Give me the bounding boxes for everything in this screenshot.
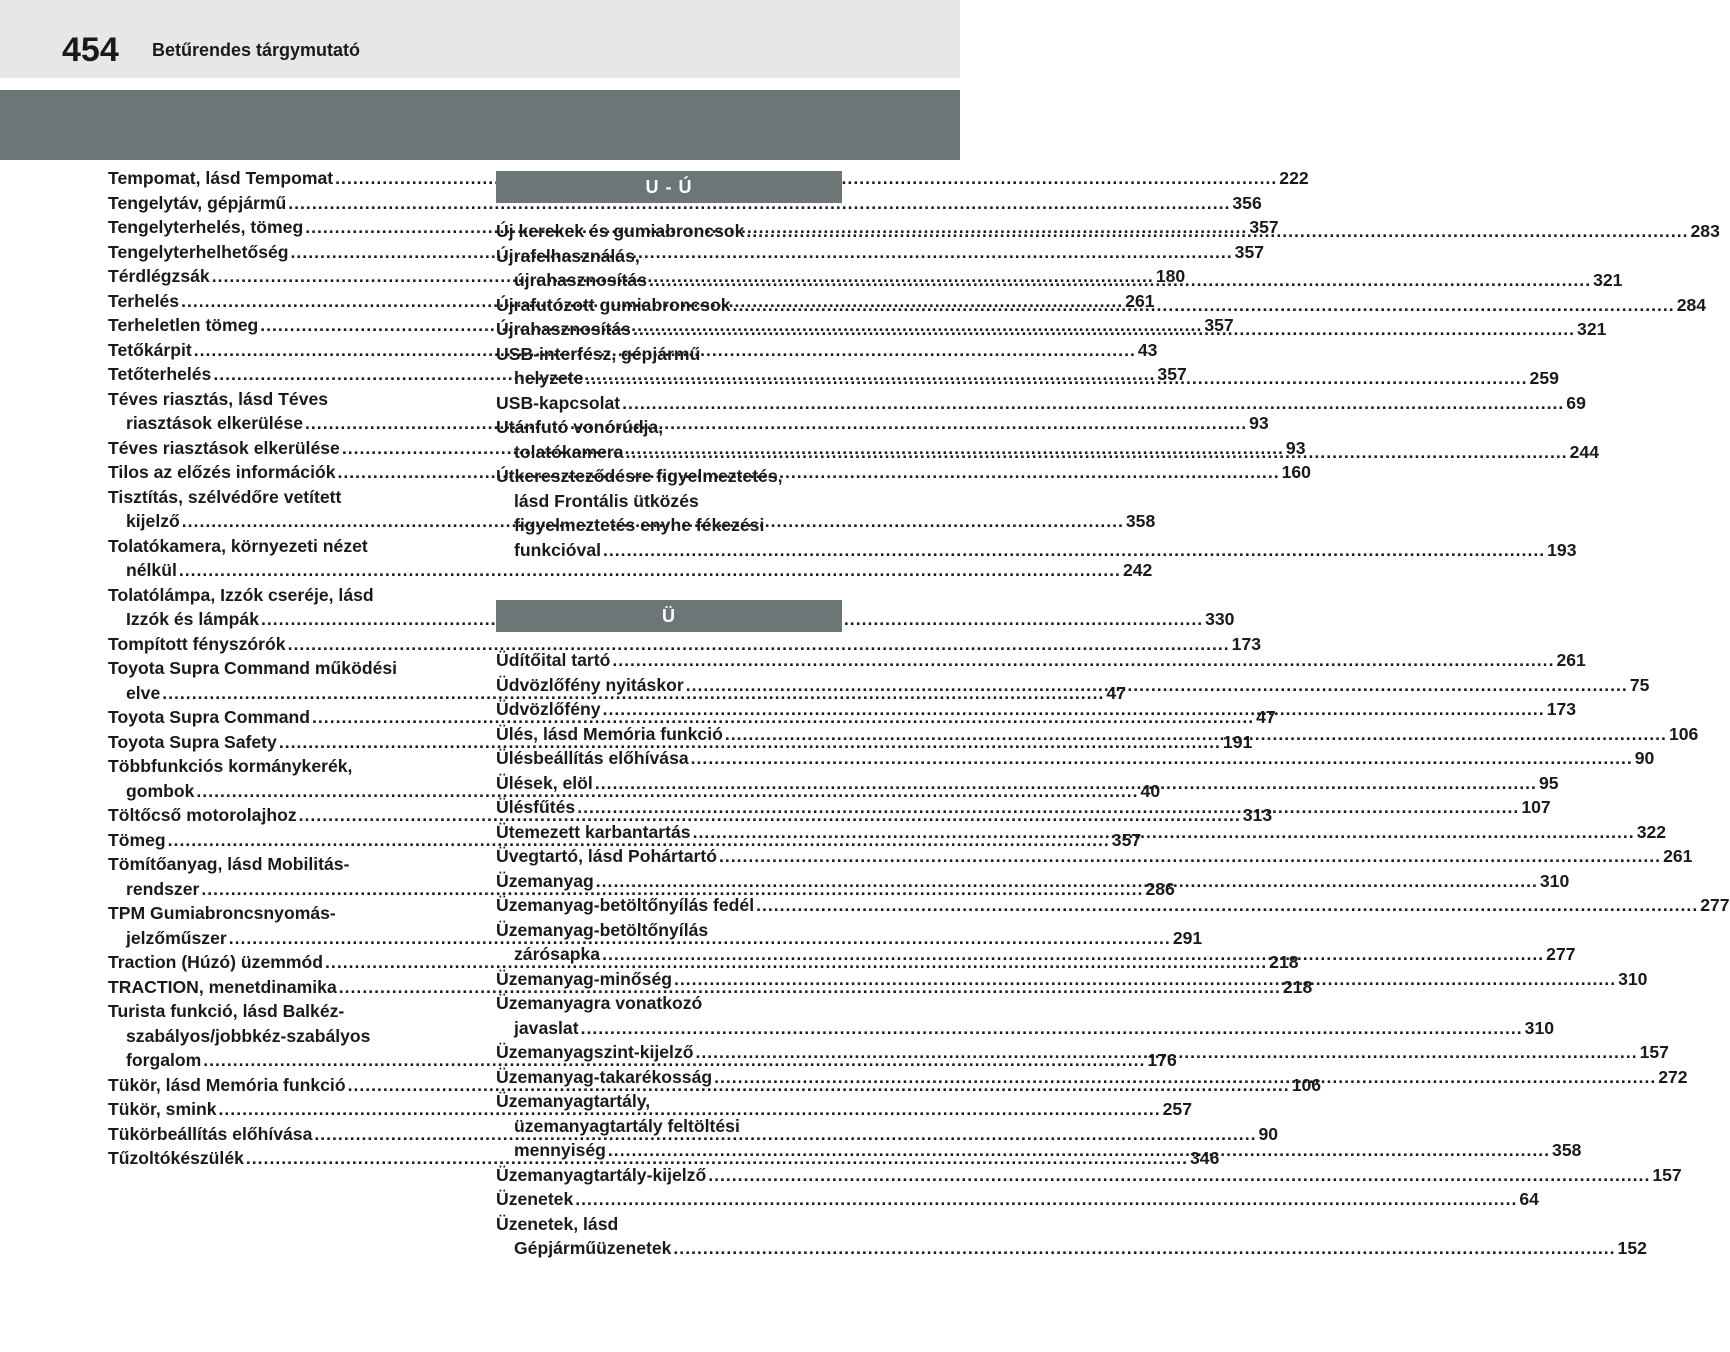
entry-text: Tisztítás, szélvédőre vetített	[108, 486, 342, 507]
page-reference: 310	[1539, 870, 1570, 891]
entry-text: Tömítőanyag, lásd Mobilitás-	[108, 854, 350, 874]
entry-text: Üzemanyag-betöltőnyílás	[496, 919, 709, 940]
page-reference: 330	[1205, 609, 1235, 629]
entry-text: újrahasznosítás	[514, 270, 647, 290]
index-entry	[496, 746, 1655, 771]
entry-text: elve	[126, 682, 161, 703]
dot-leader	[719, 846, 1661, 866]
entry-text: Toyota Supra Safety	[108, 731, 277, 752]
entry-text: Üzemanyag	[496, 870, 594, 891]
dot-leader	[673, 1238, 1615, 1258]
index-entry	[496, 391, 1586, 416]
dot-leader	[612, 650, 1554, 670]
entry-text: Tengelyterhelhetőség	[108, 241, 289, 262]
dot-leader	[674, 969, 1616, 989]
page-reference: 218	[1282, 976, 1313, 997]
entry-text: lásd Frontális ütközés	[514, 490, 699, 511]
dot-leader	[746, 221, 1688, 241]
entry-text: tolatókamera	[514, 441, 624, 462]
page-reference: 310	[1618, 968, 1648, 989]
entry-text: Téves riasztás, lásd Téves	[108, 388, 329, 409]
entry-text: USB-interfész, gépjármű	[496, 343, 701, 364]
page-reference: 356	[1232, 192, 1262, 213]
page-reference: 173	[1231, 633, 1262, 654]
page-reference: 40	[1140, 780, 1161, 801]
page-reference: 261	[1556, 650, 1586, 670]
page-reference: 242	[1122, 560, 1153, 580]
dot-leader	[585, 368, 1527, 388]
entry-text: Tengelyterhelés, tömeg	[108, 217, 304, 237]
page-reference: 43	[1137, 339, 1158, 360]
index-entry	[496, 648, 1586, 673]
page-reference: 283	[1690, 221, 1720, 241]
page-reference: 310	[1524, 1017, 1555, 1038]
entry-text: Üzemanyagtartály,	[496, 1091, 651, 1111]
index-entry	[496, 1187, 1539, 1212]
dot-leader	[756, 895, 1698, 915]
page-reference: 69	[1566, 392, 1586, 413]
index-entry	[108, 583, 1235, 632]
page-reference: 218	[1269, 952, 1299, 972]
entry-text: jelzőműszer	[126, 927, 227, 948]
entry-text: kijelző	[126, 511, 180, 531]
page-reference: 93	[1249, 413, 1269, 433]
page-reference: 358	[1552, 1140, 1582, 1160]
entry-text: USB-kapcsolat	[496, 392, 621, 413]
entry-text: mennyiség	[514, 1140, 606, 1160]
dot-leader	[603, 699, 1545, 719]
dot-leader	[602, 944, 1544, 964]
page-reference: 191	[1222, 731, 1253, 752]
page-reference: 107	[1521, 797, 1551, 817]
entry-text: Üdvözlőfény nyitáskor	[496, 674, 684, 695]
index-entry	[108, 632, 1262, 657]
entry-text: Üzemanyagtartály-kijelző	[496, 1164, 707, 1185]
entry-text: TPM Gumiabroncsnyomás-	[108, 903, 336, 923]
entry-text: Tükör, smink	[108, 1099, 217, 1119]
dot-leader	[686, 675, 1628, 695]
header-band	[0, 90, 960, 160]
entry-text: gombok	[126, 780, 195, 801]
entry-text: Üzenetek, lásd	[496, 1213, 619, 1234]
entry-text: Utánfutó vonórúdja,	[496, 417, 664, 437]
entry-text: Tolatókamera, környezeti nézet	[108, 535, 368, 556]
page-reference: 357	[1204, 315, 1234, 335]
entry-text: Terhelés	[108, 290, 180, 311]
dot-leader	[725, 724, 1667, 744]
entry-text: Tengelytáv, gépjármű	[108, 192, 287, 213]
page-reference: 193	[1547, 539, 1577, 560]
page-reference: 358	[1125, 511, 1156, 531]
entry-text: Üzemanyagszint-kijelző	[496, 1042, 694, 1062]
entry-text: Ülések, elöl	[496, 772, 593, 793]
entry-text: Üzemanyag-minőség	[496, 968, 672, 989]
page-reference: 75	[1629, 674, 1650, 695]
dot-leader	[595, 773, 1537, 793]
entry-text: Toyota Supra Command működési	[108, 658, 398, 678]
page-reference: 321	[1577, 319, 1607, 339]
entry-text: helyzete	[514, 368, 584, 388]
section-header-u-umlaut: Ü	[496, 600, 842, 632]
page-reference: 346	[1190, 1148, 1220, 1168]
page-reference: 93	[1285, 437, 1306, 458]
entry-text: Újrahasznosítás	[496, 319, 631, 339]
page-reference: 277	[1700, 895, 1730, 915]
dot-leader	[603, 540, 1545, 560]
entry-text: Új kerekek és gumiabroncsok	[496, 221, 745, 241]
entry-text: Terheletlen tömeg	[108, 315, 259, 335]
page-reference: 357	[1157, 364, 1187, 384]
entry-text: forgalom	[126, 1050, 202, 1070]
page-reference: 157	[1652, 1164, 1682, 1185]
entry-text: Üdvözlőfény	[496, 699, 601, 719]
dot-leader	[691, 748, 1633, 768]
index-entry	[108, 191, 1262, 216]
entry-text: Ülés, lásd Memória funkció	[496, 723, 723, 744]
entry-text: Traction (Húzó) üzemmód	[108, 952, 324, 972]
dot-leader	[608, 1140, 1550, 1160]
entry-text: üzemanyagtartály feltöltési	[514, 1115, 740, 1136]
entry-text: szabályos/jobbkéz-szabályos	[126, 1025, 371, 1046]
page-reference: 180	[1155, 266, 1186, 286]
page-number: 454	[62, 31, 119, 69]
entry-text: Tükörbeállítás előhívása	[108, 1123, 313, 1144]
entry-text: Ülésbeállítás előhívása	[496, 748, 689, 768]
entry-text: Töltőcső motorolajhoz	[108, 805, 297, 825]
page-reference: 47	[1256, 707, 1276, 727]
index-entry	[496, 1212, 1647, 1261]
page-reference: 173	[1546, 699, 1577, 719]
entry-text: Toyota Supra Command	[108, 707, 311, 727]
page-reference: 357	[1111, 829, 1142, 850]
page-reference: 286	[1145, 878, 1175, 899]
page-reference: 272	[1658, 1066, 1688, 1087]
dot-leader	[708, 1165, 1650, 1185]
page-reference: 261	[1663, 846, 1693, 866]
dot-leader	[575, 1189, 1517, 1209]
page-reference: 157	[1639, 1042, 1669, 1062]
page-reference: 313	[1242, 805, 1273, 825]
entry-text: Tompított fényszórók	[108, 633, 286, 654]
page-reference: 160	[1281, 462, 1311, 482]
page-reference: 90	[1258, 1123, 1279, 1144]
dot-leader	[626, 442, 1568, 462]
entry-text: Ülésfűtés	[496, 797, 576, 817]
page-reference: 261	[1125, 290, 1155, 311]
page-reference: 222	[1279, 168, 1309, 188]
page-reference: 95	[1538, 772, 1559, 793]
entry-text: javaslat	[514, 1017, 579, 1038]
page-reference: 47	[1106, 682, 1126, 703]
entry-text: Többfunkciós kormánykerék,	[108, 756, 353, 776]
page-reference: 64	[1519, 1189, 1539, 1209]
page-title: Betűrendes tárgymutató	[152, 40, 361, 60]
entry-text: Ütemezett karbantartás	[496, 821, 691, 842]
entry-text: Tűzoltókészülék	[108, 1148, 244, 1168]
entry-text: zárósapka	[514, 944, 601, 964]
page-reference: 277	[1546, 944, 1576, 964]
page-reference: 176	[1147, 1050, 1177, 1070]
entry-text: Tömeg	[108, 829, 166, 850]
entry-text: Üvegtartó, lásd Pohártartó	[496, 846, 717, 866]
page-reference: 106	[1668, 723, 1699, 744]
entry-text: funkcióval	[514, 539, 602, 560]
entry-text: Üzenetek	[496, 1189, 574, 1209]
page-reference: 259	[1529, 368, 1559, 388]
dot-leader	[577, 797, 1519, 817]
entry-text: Térdlégzsák	[108, 266, 210, 286]
index-entry	[496, 893, 1730, 918]
page-reference: 321	[1593, 270, 1623, 290]
entry-text: Tetőterhelés	[108, 364, 212, 384]
page-header	[0, 0, 960, 78]
index-entry	[496, 844, 1693, 869]
index-entry	[496, 1163, 1682, 1188]
entry-text: Tolatólámpa, Izzók cseréje, lásd	[108, 584, 374, 605]
entry-text: Tükör, lásd Memória funkció	[108, 1074, 346, 1095]
page-reference: 90	[1634, 748, 1655, 768]
entry-text: figyelmeztetés enyhe fékezési	[514, 515, 765, 535]
section-header-u: U - Ú	[496, 171, 842, 203]
dot-leader	[696, 1042, 1638, 1062]
dot-leader	[596, 871, 1538, 891]
dot-leader	[693, 822, 1635, 842]
dot-leader	[633, 319, 1575, 339]
entry-text: Üzemanyagra vonatkozó	[496, 993, 703, 1013]
dot-leader	[733, 295, 1675, 315]
entry-text: nélkül	[126, 560, 177, 580]
page-reference: 106	[1291, 1074, 1322, 1095]
page-reference: 357	[1234, 241, 1265, 262]
entry-text: Turista funkció, lásd Balkéz-	[108, 1001, 345, 1021]
dot-leader	[581, 1018, 1523, 1038]
entry-text: rendszer	[126, 878, 200, 899]
index-entry	[496, 991, 1555, 1040]
page-reference: 357	[1249, 217, 1279, 237]
entry-text: Újrafutózott gumiabroncsok	[496, 294, 731, 315]
entry-text: Üzemanyag-betöltőnyílás fedél	[496, 895, 755, 915]
dot-leader	[622, 393, 1564, 413]
entry-text: Izzók és lámpák	[126, 609, 259, 629]
entry-text: TRACTION, menetdinamika	[108, 976, 337, 997]
entry-text: Tetőkárpit	[108, 339, 192, 360]
page-reference: 152	[1617, 1238, 1647, 1258]
entry-text: Téves riasztások elkerülése	[108, 437, 340, 458]
page-reference: 244	[1569, 441, 1599, 462]
page-reference: 284	[1676, 294, 1707, 315]
entry-text: Tilos az előzés információk	[108, 462, 336, 482]
entry-text: Újrafelhasználás,	[496, 245, 640, 266]
entry-text: Tempomat, lásd Tempomat	[108, 168, 334, 188]
page-reference: 257	[1162, 1099, 1192, 1119]
dot-leader	[714, 1067, 1656, 1087]
entry-text: Útkereszteződésre figyelmeztetés,	[496, 466, 783, 486]
page-reference: 322	[1636, 821, 1667, 842]
dot-leader	[649, 270, 1591, 290]
entry-text: Üdítőital tartó	[496, 650, 611, 670]
page-reference: 291	[1172, 927, 1203, 948]
entry-text: Üzemanyag-takarékosság	[496, 1066, 713, 1087]
entry-text: Gépjárműüzenetek	[514, 1238, 672, 1258]
entry-text: riasztások elkerülése	[126, 413, 304, 433]
